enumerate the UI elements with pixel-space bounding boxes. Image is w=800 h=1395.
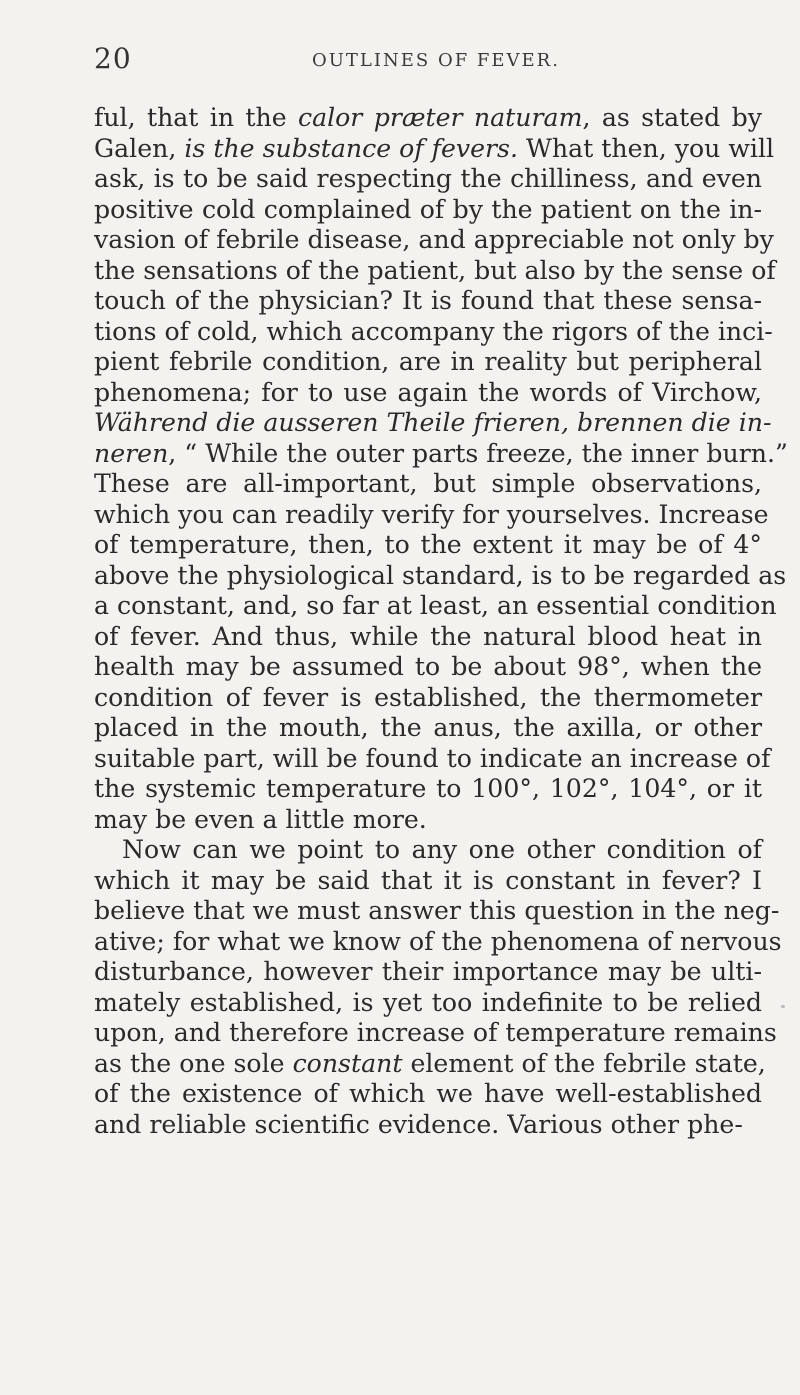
text-line	[94, 438, 788, 470]
text-line	[94, 103, 762, 134]
italic-segment: neren	[94, 438, 169, 468]
text-segment: ask, is to be said respecting the chilliness, and even	[94, 164, 762, 193]
text-line	[94, 743, 771, 775]
text-line	[94, 835, 762, 866]
text-segment: Now can we point to any one other condition of	[122, 835, 762, 864]
text-segment: touch of the physician? It is found that these sensa-	[94, 286, 762, 315]
text-line	[94, 774, 762, 805]
text-line	[94, 866, 762, 897]
text-segment: vasion of febrile disease, and appreciable not only by	[94, 225, 774, 254]
text-segment: and reliable scientific evidence. Various other phe-	[94, 1109, 743, 1139]
running-head: OUTLINES OF FEVER.	[312, 50, 560, 71]
text-line	[94, 591, 777, 622]
text-line	[94, 1079, 762, 1110]
text-segment: Galen,	[94, 133, 185, 163]
text-segment: believe that we must answer this question in the neg-	[94, 896, 780, 925]
italic-segment: is the substance of fevers.	[184, 133, 518, 163]
text-line	[94, 316, 773, 348]
text-segment: of fever. And thus, while the natural blood heat in	[94, 621, 762, 651]
text-line	[94, 408, 772, 439]
text-line	[94, 652, 762, 683]
text-segment: a constant, and, so far at least, an essential condition	[94, 591, 777, 620]
text-segment: of the existence of which we have well-established	[94, 1079, 762, 1108]
text-line	[94, 133, 775, 165]
text-line	[94, 255, 776, 287]
text-segment: above the physiological standard, is to be regarded as	[94, 560, 787, 590]
text-line	[94, 378, 762, 409]
text-line	[94, 713, 762, 744]
text-segment: What then, you will	[518, 133, 775, 163]
text-segment: phenomena; for to use again the words of Virchow,	[94, 377, 762, 407]
text-line	[94, 347, 762, 378]
text-line	[94, 896, 780, 927]
text-segment: of temperature, then, to the extent it may be of 4°	[94, 530, 762, 559]
text-line	[94, 988, 762, 1019]
text-line	[94, 530, 762, 561]
text-segment: ative; for what we know of the phenomena of nervous	[94, 926, 782, 956]
italic-segment: constant	[292, 1048, 403, 1078]
page-header	[94, 42, 694, 82]
text-line	[94, 622, 762, 653]
text-segment: positive cold complained of by the patient on the in-	[94, 194, 762, 224]
text-line	[94, 286, 762, 317]
text-segment: element of the febrile state,	[402, 1048, 766, 1078]
text-line	[94, 560, 787, 592]
text-line	[94, 683, 762, 714]
text-segment: These are all-important, but simple observations,	[94, 469, 762, 498]
text-line	[94, 469, 762, 500]
text-segment: which it may be said that it is constant in fever? I	[94, 865, 762, 895]
italic-segment: Während die ausseren Theile frieren, brennen die in-	[94, 408, 772, 437]
text-segment: health may be assumed to be about 98°, when the	[94, 652, 762, 681]
text-segment: the systemic temperature to 100°, 102°, 104°, or it	[94, 774, 762, 803]
text-segment: disturbance, however their importance may be ulti-	[94, 957, 762, 986]
page-number: 20	[94, 42, 132, 75]
text-line	[94, 957, 762, 988]
text-segment: upon, and therefore increase of temperature remains	[94, 1018, 777, 1047]
text-segment: mately established, is yet too indefinite to be relied	[94, 987, 762, 1017]
text-line	[94, 164, 762, 195]
text-segment: which you can readily verify for yourselves. Increase	[94, 499, 769, 529]
italic-segment: calor præter naturam	[297, 103, 583, 132]
body-text	[94, 103, 788, 1140]
page-speck	[781, 1005, 785, 1008]
text-line	[94, 805, 762, 836]
text-line	[94, 499, 769, 531]
text-segment: the sensations of the patient, but also by the sense of	[94, 255, 776, 285]
text-line	[94, 1048, 766, 1080]
text-segment: condition of fever is established, the thermometer	[94, 682, 762, 712]
text-line	[94, 225, 774, 256]
text-segment: , “ While the outer parts freeze, the inner burn.”	[168, 438, 788, 468]
text-line	[94, 195, 762, 226]
text-segment: pient febrile condition, are in reality but peripheral	[94, 347, 762, 376]
text-line	[94, 926, 782, 958]
text-segment: as the one sole	[94, 1048, 293, 1078]
text-segment: may be even a little more.	[94, 804, 427, 834]
text-segment: ful, that in the	[94, 103, 298, 132]
text-line	[94, 1018, 777, 1049]
text-segment: , as stated by	[582, 103, 762, 132]
text-segment: placed in the mouth, the anus, the axilla, or other	[94, 713, 762, 742]
text-segment: tions of cold, which accompany the rigors of the inci-	[94, 316, 773, 346]
text-line	[94, 1110, 762, 1141]
text-segment: suitable part, will be found to indicate an increase of	[94, 743, 771, 773]
